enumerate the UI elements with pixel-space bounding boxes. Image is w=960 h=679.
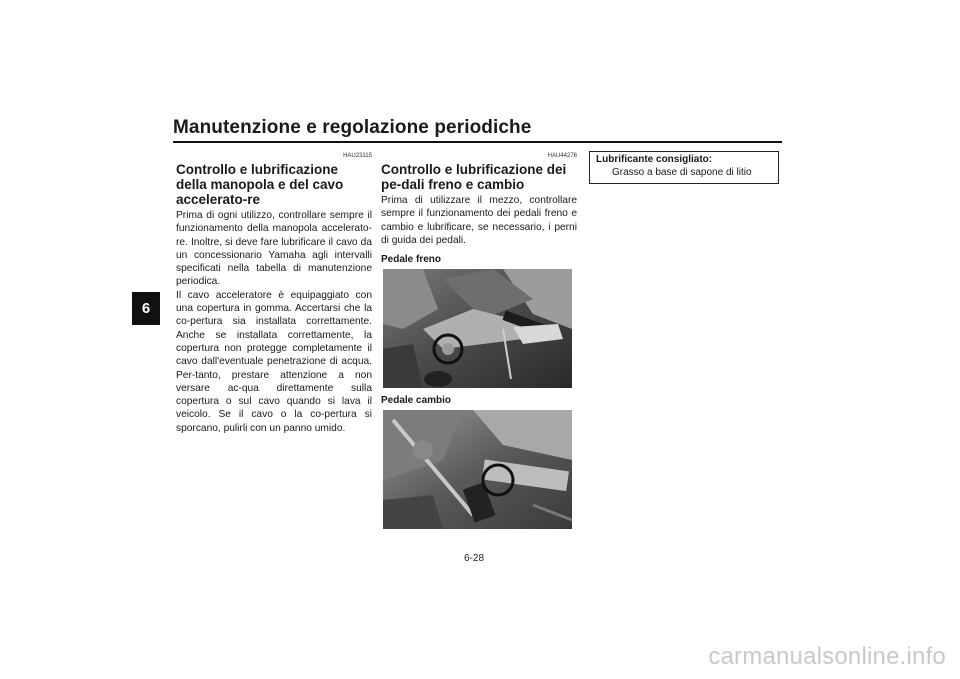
lubricant-box — [589, 151, 779, 184]
page-title: Manutenzione e regolazione periodiche — [173, 117, 532, 138]
chapter-tab: 6 — [132, 292, 160, 325]
shift-pedal-photo — [383, 410, 572, 529]
ref-code: HAU23115 — [343, 153, 372, 159]
section-heading: Controllo e lubrificazione della manopola e del cavo accelerato-re — [176, 162, 344, 207]
watermark: carmanualsonline.info — [708, 643, 946, 670]
section-heading: Controllo e lubrificazione dei pe-dali freno e cambio — [381, 162, 567, 192]
ref-code: HAU44276 — [547, 153, 577, 159]
title-rule — [173, 141, 782, 143]
body-paragraph: Prima di utilizzare il mezzo, controllare sempre il funzionamento dei pedali freno e cambio e lubrificare, se necessario, i perni di guida dei pedali. — [381, 195, 577, 246]
left-column — [176, 152, 372, 435]
body-paragraph: Il cavo acceleratore è equipaggiato con una copertura in gomma. Accertarsi che la co-pertura sia installata correttamente. Anche se installata correttamente, la copertura non protegge completamente il cavo dall'eventuale penetrazione di acqua. Per-tanto, prestare attenzione a non versare ac-qua direttamente sulla copertura o sul cavo quando si lava il veicolo. Se il cavo o la co-pertura si sporcano, pulirli con un panno umido. — [176, 289, 372, 434]
body-paragraph: Prima di ogni utilizzo, controllare sempre il funzionamento della manopola accelerato-re. Inoltre, si deve fare lubrificare il cavo da un concessionario Yamaha agli intervalli specificati nella tabella di manutenzione periodica. — [176, 210, 372, 288]
page-number: 6-28 — [464, 553, 485, 564]
middle-column — [381, 152, 577, 529]
lubricant-text: Grasso a base di sapone di litio — [612, 167, 752, 178]
lubricant-title: Lubrificante consigliato: — [596, 154, 713, 165]
brake-pedal-label: Pedale freno — [381, 254, 442, 266]
shift-pedal-label: Pedale cambio — [381, 395, 452, 407]
brake-pedal-photo — [383, 269, 572, 388]
